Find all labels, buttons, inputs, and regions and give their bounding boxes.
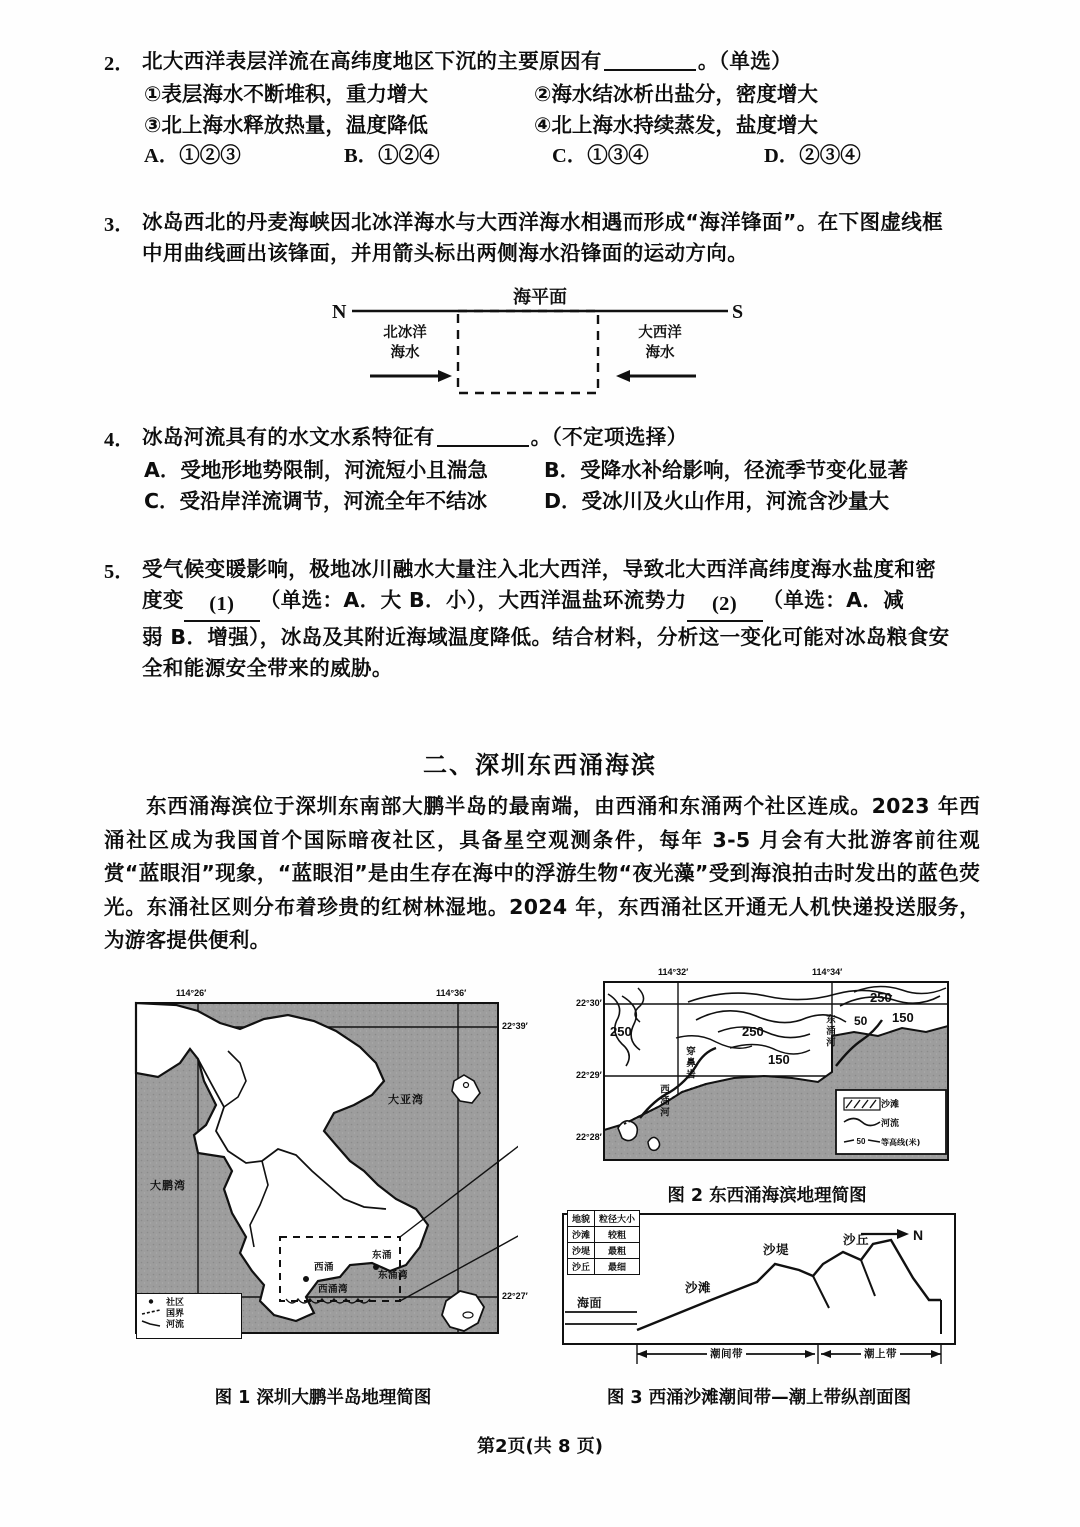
question-2-choices [144, 141, 984, 172]
figure-2-legend-label-contour: 等高线(米) [881, 1137, 921, 1147]
figure-1-legend-label-community: 社区 [166, 1298, 185, 1308]
question-4-option-a[interactable]: A．受地形地势限制，河流短小且湍急 [144, 458, 488, 482]
table-row [568, 1227, 640, 1243]
figure-3-label-dune: 沙丘 [843, 1232, 870, 1247]
label-arctic-2: 海水 [390, 345, 420, 361]
table-row [568, 1259, 640, 1275]
question-3 [104, 207, 984, 269]
figure-1-lat-label-north: 22°39′ [502, 1021, 528, 1031]
page-footer: 第2页(共 8 页) [476, 1436, 604, 1457]
figure-2-contour-value-6: 50 [854, 1014, 868, 1028]
table-cell-landform-1: 沙堤 [568, 1243, 595, 1259]
question-4-stem [104, 422, 984, 453]
question-2-option-3[interactable]: ③北上海水释放热量，温度降低 [144, 113, 428, 137]
figure-2-lon-label-east: 114°34′ [812, 967, 843, 977]
figure-2-lat-label-1: 22°30′ [576, 998, 602, 1008]
question-5 [104, 554, 984, 684]
figure-1-legend-row-river [137, 1318, 241, 1329]
question-2-choice-b[interactable]: B．①②④ [344, 145, 440, 167]
table-cell-landform-0: 沙滩 [568, 1227, 595, 1243]
figure-2-legend-label-river: 河流 [881, 1118, 900, 1129]
figure-1-place-xichong: 西涌 [314, 1262, 335, 1273]
figure-3-caption: 图 3 西涌沙滩潮间带—潮上带纵剖面图 [606, 1388, 912, 1408]
label-north: N [332, 301, 347, 323]
figure-1-place-xichong-bay: 西涌湾 [318, 1284, 349, 1295]
question-2-stem [104, 46, 984, 77]
figure-2-place-chuanbiyan: 穿鼻岩 [684, 1046, 695, 1081]
label-atlantic-1: 大西洋 [638, 325, 682, 341]
figure-1-lon-label-east: 114°36′ [436, 988, 467, 998]
question-2-options-row-2 [144, 110, 984, 141]
question-3-number: 3． [104, 214, 135, 236]
figure-2-coastal-map [578, 966, 956, 1171]
question-2-blank[interactable] [604, 69, 696, 71]
figure-1-legend [136, 1293, 242, 1339]
question-2-choice-a[interactable]: A．①②③ [144, 145, 241, 167]
figure-1-legend-row-boundary [137, 1307, 241, 1318]
dashed-line-icon [140, 1308, 162, 1317]
svg-text:50: 50 [856, 1137, 866, 1146]
figure-2-contour-value-4: 150 [892, 1010, 914, 1025]
question-5-text-line-1: 受气候变暖影响，极地冰川融水大量注入北大西洋，导致北大西洋高纬度海水盐度和密 [142, 557, 937, 581]
question-4-option-d[interactable]: D．受冰川及火山作用，河流含沙量大 [544, 489, 890, 513]
question-5-text-2a: 度变 [142, 588, 184, 612]
figure-2-contour-value-5: 250 [870, 990, 892, 1005]
figure-2-legend-label-beach: 沙滩 [881, 1099, 900, 1110]
question-5-line-2 [142, 585, 984, 622]
question-2-options-row-1 [144, 79, 984, 110]
question-4-blank[interactable] [437, 445, 529, 447]
question-5-blank-2[interactable]: (2) [687, 589, 763, 622]
dot-icon [140, 1297, 162, 1306]
figure-3-north-label: N [913, 1227, 924, 1243]
figure-3-sea-label: 海面 [577, 1296, 603, 1310]
question-3-stem [104, 207, 984, 238]
label-atlantic-2: 海水 [645, 345, 675, 361]
ocean-front-svg [330, 285, 750, 400]
question-4-stem-suffix: 。（不定项选择） [530, 425, 688, 449]
question-5-line-3: 弱 B．增强），冰岛及其附近海域温度降低。结合材料，分析这一变化可能对冰岛粮食安 [142, 625, 950, 649]
figure-1-caption: 图 1 深圳大鹏半岛地理简图 [214, 1388, 432, 1408]
question-4-option-c[interactable]: C．受沿岸洋流调节，河流全年不结冰 [144, 489, 488, 513]
question-2-choice-d[interactable]: D．②③④ [764, 145, 861, 167]
question-2-number: 2． [104, 53, 135, 75]
question-2-choice-c[interactable]: C．①③④ [552, 145, 649, 167]
question-2-stem-text: 北大西洋表层洋流在高纬度地区下沉的主要原因有 [142, 49, 602, 73]
table-header-row [568, 1211, 640, 1227]
question-5-text-2c: （单选：A．减 [762, 588, 905, 612]
section-paragraph: 东西涌海滨位于深圳东南部大鹏半岛的最南端，由西涌和东涌两个社区连成。2023 年西涌社区成为我国首个国际暗夜社区，具备星空观测条件，每年 3-5 月会有大批游客前往观赏“蓝眼泪”现象，“蓝眼泪”是由生存在海中的浮游生物“夜光藻”受到海浪拍击时发出的蓝色荧光。东涌社区则分布着珍贵的红树林湿地。2024 年，东西涌社区开通无人机快递投送服务，为游客提供便利。 [104, 794, 980, 952]
question-4-stem-text: 冰岛河流具有的水文水系特征有 [142, 425, 435, 449]
figure-3-zone-intertidal: 潮间带 [707, 1346, 746, 1361]
question-2-option-2[interactable]: ②海水结冰析出盐分，密度增大 [534, 82, 818, 106]
table-header-landform: 地貌 [568, 1211, 595, 1227]
figure-1-place-dongchong-bay: 东涌湾 [378, 1270, 409, 1281]
question-5-line-1 [104, 554, 984, 585]
question-4-number: 4． [104, 429, 135, 451]
figure-1-legend-row-community [137, 1296, 241, 1307]
question-4-options-row-2 [144, 486, 984, 517]
figure-2-lat-label-2: 22°29′ [576, 1070, 602, 1080]
figure-2-contour-value-2: 250 [742, 1024, 764, 1039]
figure-1-dapeng-peninsula-map [128, 985, 528, 1360]
question-4 [104, 422, 984, 517]
question-5-line-4: 全和能源安全带来的威胁。 [142, 656, 393, 680]
label-arctic-1: 北冰洋 [383, 325, 427, 341]
figure-3-zone-supratidal: 潮上带 [861, 1346, 900, 1361]
figure-2-lon-label-west: 114°32′ [658, 967, 689, 977]
table-row [568, 1243, 640, 1259]
figure-2-place-dongchong-river: 东涌河 [824, 1014, 835, 1049]
label-sea-level: 海平面 [513, 287, 567, 308]
figure-3-grain-size-table [567, 1210, 640, 1275]
figure-1-lat-label-south: 22°27′ [502, 1291, 528, 1301]
question-5-blank-1[interactable]: (1) [184, 589, 260, 622]
question-5-number: 5． [104, 561, 135, 583]
figure-3-label-beach: 沙滩 [685, 1280, 712, 1295]
question-3-stem-line-2: 中用曲线画出该锋面，并用箭头标出两侧海水沿锋面的运动方向。 [142, 241, 749, 265]
table-cell-grain-2: 最细 [595, 1259, 640, 1275]
figure-1-place-daya-bay: 大亚湾 [388, 1093, 424, 1106]
figure-1-place-dongchong: 东涌 [372, 1250, 393, 1261]
question-2 [104, 46, 984, 172]
figure-2-legend-label-contour-row [878, 1132, 942, 1152]
question-3-diagram [330, 285, 750, 400]
figure-2-legend-label-beach-row [878, 1094, 942, 1112]
question-2-option-4[interactable]: ④北上海水持续蒸发，盐度增大 [534, 113, 818, 137]
table-cell-grain-0: 较粗 [595, 1227, 640, 1243]
figure-2-place-xichong-river: 西涌河 [658, 1084, 669, 1119]
question-4-option-b[interactable]: B．受降水补给影响，径流季节变化显著 [544, 458, 909, 482]
line-icon [140, 1319, 162, 1328]
section-heading: 二、深圳东西涌海滨 [423, 751, 657, 779]
table-cell-landform-2: 沙丘 [568, 1259, 595, 1275]
table-cell-grain-1: 最粗 [595, 1243, 640, 1259]
figure-1-legend-label-boundary: 国界 [166, 1309, 185, 1319]
table-header-grainsize: 粒径大小 [595, 1211, 640, 1227]
question-2-option-1[interactable]: ①表层海水不断堆积，重力增大 [144, 82, 428, 106]
question-4-options-row-1 [144, 455, 984, 486]
figure-1-lon-label-west: 114°26′ [176, 988, 207, 998]
figure-3-label-ridge: 沙堤 [763, 1242, 790, 1257]
label-south: S [732, 301, 744, 323]
figure-2-lat-label-3: 22°28′ [576, 1132, 602, 1142]
figure-1-legend-label-river: 河流 [166, 1320, 185, 1330]
figure-2-contour-value-3: 150 [768, 1052, 790, 1067]
figure-2-caption: 图 2 东西涌海滨地理简图 [667, 1186, 867, 1206]
figure-2-legend [878, 1094, 942, 1152]
question-5-text-2b: （单选：A．大 B．小），大西洋温盐环流势力 [259, 588, 687, 612]
question-3-stem-line-1: 冰岛西北的丹麦海峡因北冰洋海水与大西洋海水相遇而形成“海洋锋面”。在下图虚线框 [142, 210, 944, 234]
figure-3-beach-profile [561, 1212, 957, 1372]
figure-1-place-dapeng-bay: 大鹏湾 [150, 1179, 186, 1192]
figure-2-contour-value-1: 250 [610, 1024, 632, 1039]
figure-2-legend-label-river-row [878, 1112, 942, 1132]
question-2-stem-suffix: 。（单选） [697, 49, 793, 73]
